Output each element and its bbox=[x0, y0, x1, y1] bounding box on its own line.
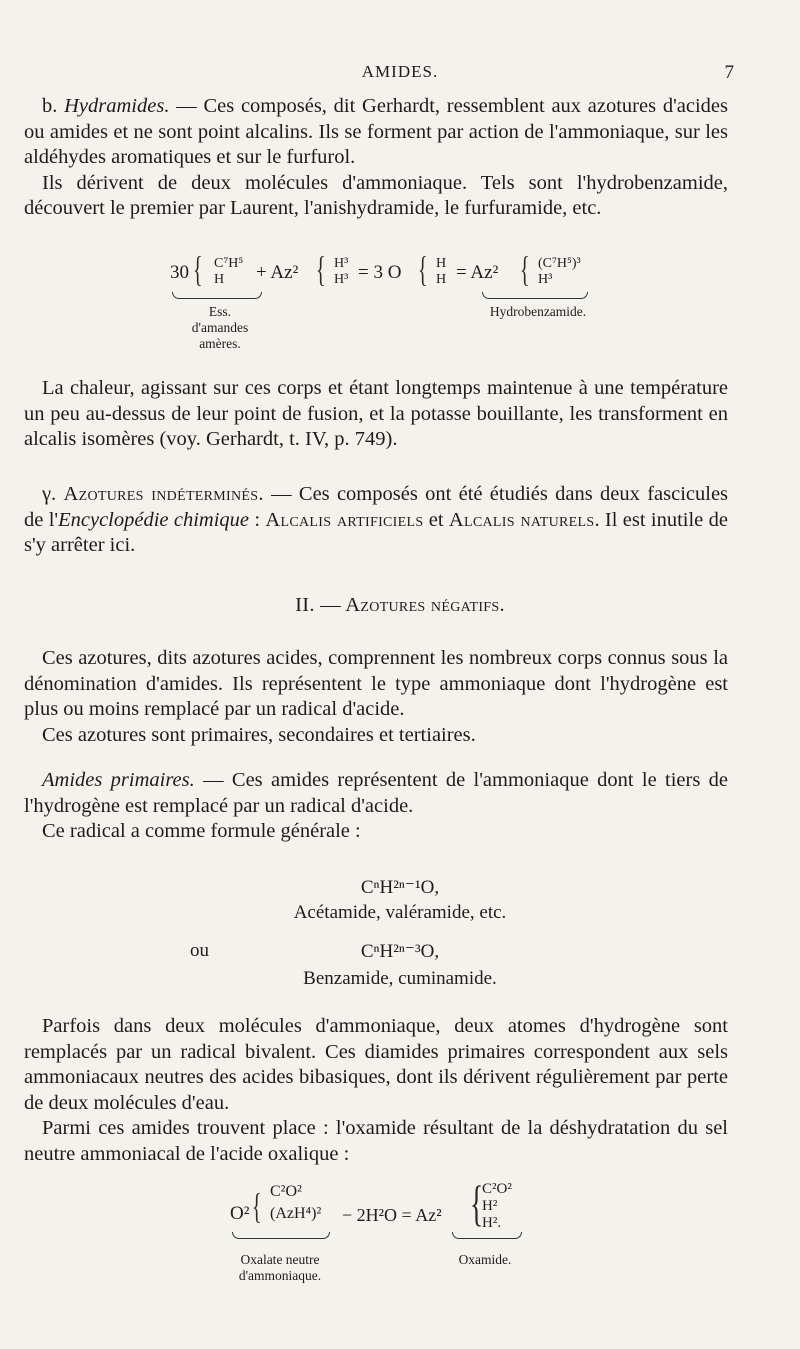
formula-plus: + Az² bbox=[256, 262, 299, 283]
diamides-paragraph: Parfois dans deux molécules d'ammoniaque, deux atomes d'hydrogène sont remplacés par un radical bivalent. Ces diamides primaires correspondent aux sels ammoniacaux neutres des acides bibasiques, dont ils dérivent régulièrement par perte de deux molécules d'eau. bbox=[24, 1015, 728, 1114]
underbrace-icon bbox=[232, 1232, 330, 1239]
section-hydramides bbox=[24, 94, 728, 222]
gamma-paragraph bbox=[24, 482, 728, 559]
heat-paragraph: La chaleur, agissant sur ces corps et étant longtemps maintenue à une température un peu au-dessus de leur point de fusion, et la potasse bouillante, les transforment en alcalis isomères (voy. Gerhardt, t. IV, p. 749). bbox=[24, 377, 728, 450]
formula-equals: = 3 O bbox=[358, 262, 402, 283]
brace-icon: { bbox=[470, 1175, 484, 1231]
examples-2: Benzamide, cuminamide. bbox=[303, 968, 497, 989]
formula-stack-3 bbox=[436, 256, 446, 288]
formula-general-2: CⁿH²ⁿ⁻³O, bbox=[360, 941, 440, 962]
brace-icon: { bbox=[252, 1186, 262, 1226]
caption-oxamide: Oxamide. bbox=[458, 1252, 512, 1267]
paragraph-text: et bbox=[423, 508, 449, 531]
paragraph-text: — Ces amides représentent de l'ammoniaque dont le tiers de l'hydrogène est remplacé par un radical d'acide. bbox=[24, 769, 728, 817]
primaires-paragraph bbox=[24, 768, 728, 819]
formula-coef: 30 bbox=[170, 262, 189, 283]
section-diamides bbox=[24, 1014, 728, 1167]
underbrace-icon bbox=[172, 292, 262, 299]
formula-stack-left bbox=[270, 1181, 321, 1225]
paragraph-text: — Ces composés ont été étudiés dans deux fascicules de l' bbox=[24, 483, 729, 531]
caption-essence: Ess. d'amandes amères. bbox=[191, 304, 249, 351]
brace-icon: { bbox=[418, 249, 428, 289]
book-reference: Encyclopédie chimique bbox=[58, 508, 249, 531]
formula-stack-right bbox=[482, 1181, 512, 1232]
caption-hydrobenzamide: Hydrobenzamide. bbox=[489, 304, 587, 319]
underbrace-icon bbox=[482, 292, 588, 299]
running-header bbox=[0, 62, 800, 86]
formula-bottom: H bbox=[436, 272, 447, 287]
or-label: ou bbox=[190, 940, 209, 961]
formula-equals-2: = Az² bbox=[456, 262, 499, 283]
formula-stack-4 bbox=[538, 256, 581, 288]
formula-top: (C⁷H⁵)³ bbox=[538, 256, 581, 271]
page-number: 7 bbox=[724, 62, 734, 83]
section-title: Hydramides. bbox=[64, 95, 170, 117]
formula-top: H³ bbox=[334, 256, 349, 271]
negatifs-paragraph: Ces azotures, dits azotures acides, comprennent les nombreux corps connus sous la dénomination d'amides. Ils représentent le type ammoniaque dont l'hydrogène est plus ou moins remplacé par un radical d'acide. bbox=[24, 647, 728, 720]
section-negatifs bbox=[24, 646, 728, 748]
formula-bottom: H³ bbox=[538, 272, 553, 287]
section-primaires bbox=[24, 768, 728, 845]
running-title: AMIDES. bbox=[361, 62, 439, 81]
negatifs-paragraph-2: Ces azotures sont primaires, secondaires et tertiaires. bbox=[42, 723, 476, 746]
formula-row: C²O² bbox=[482, 1181, 512, 1197]
formula-row: H² bbox=[482, 1198, 498, 1214]
paragraph-text: — Ces composés, dit Gerhardt, ressemblent aux azotures d'acides ou amides et ne sont point alcalins. Ils se forment par action de l'ammoniaque, sur les aldéhydes aromatiques et sur le furfurol. bbox=[24, 95, 728, 168]
section-title: Amides primaires. bbox=[42, 769, 195, 791]
section-gamma bbox=[24, 482, 728, 559]
paragraph-text: . Il est inutile de s'y arrêter ici. bbox=[24, 508, 728, 556]
formula-top: C⁷H⁵ bbox=[214, 256, 244, 271]
fascicle-title: Alcalis naturels bbox=[448, 508, 595, 531]
formula-o2: O² bbox=[230, 1203, 250, 1224]
paragraph-text: : bbox=[249, 508, 266, 531]
hydramides-paragraph-2: Ils dérivent de deux molécules d'ammoniaque. Tels sont l'hydrobenzamide, découvert le premier par Laurent, l'anishydramide, le furfuramide, etc. bbox=[24, 171, 728, 219]
formula-bottom: H bbox=[214, 272, 225, 287]
oxamide-paragraph: Parmi ces amides trouvent place : l'oxamide résultant de la déshydratation du sel neutre ammoniacal de l'acide oxalique : bbox=[24, 1117, 728, 1165]
formula-top: C²O² bbox=[270, 1183, 302, 1200]
formula-bottom: H³ bbox=[334, 272, 349, 287]
formula-stack-1 bbox=[214, 256, 243, 288]
brace-icon: { bbox=[316, 249, 326, 289]
radical-paragraph: Ce radical a comme formule générale : bbox=[42, 820, 361, 842]
brace-icon: { bbox=[520, 249, 530, 289]
section-label: γ. bbox=[42, 483, 57, 505]
fascicle-title: Alcalis artificiels bbox=[265, 508, 424, 531]
formula-bottom: (AzH⁴)² bbox=[270, 1205, 322, 1222]
section-heading: II. — Azotures négatifs. bbox=[295, 594, 505, 616]
formula-general-1: CⁿH²ⁿ⁻¹O, bbox=[360, 877, 440, 898]
examples-1: Acétamide, valéramide, etc. bbox=[293, 902, 507, 923]
section-heat bbox=[24, 376, 728, 453]
section-title: Azotures indéterminés. bbox=[63, 483, 264, 505]
section-label: b. bbox=[42, 95, 58, 117]
underbrace-icon bbox=[452, 1232, 522, 1239]
formula-row: H². bbox=[482, 1215, 502, 1231]
hydramides-paragraph bbox=[24, 94, 728, 171]
caption-oxalate: Oxalate neutre d'ammoniaque. bbox=[238, 1252, 322, 1283]
formula-top: H bbox=[436, 256, 447, 271]
formula-minus: − 2H²O = Az² bbox=[342, 1205, 442, 1225]
formula-stack-2 bbox=[334, 256, 348, 288]
brace-icon: { bbox=[193, 249, 203, 289]
